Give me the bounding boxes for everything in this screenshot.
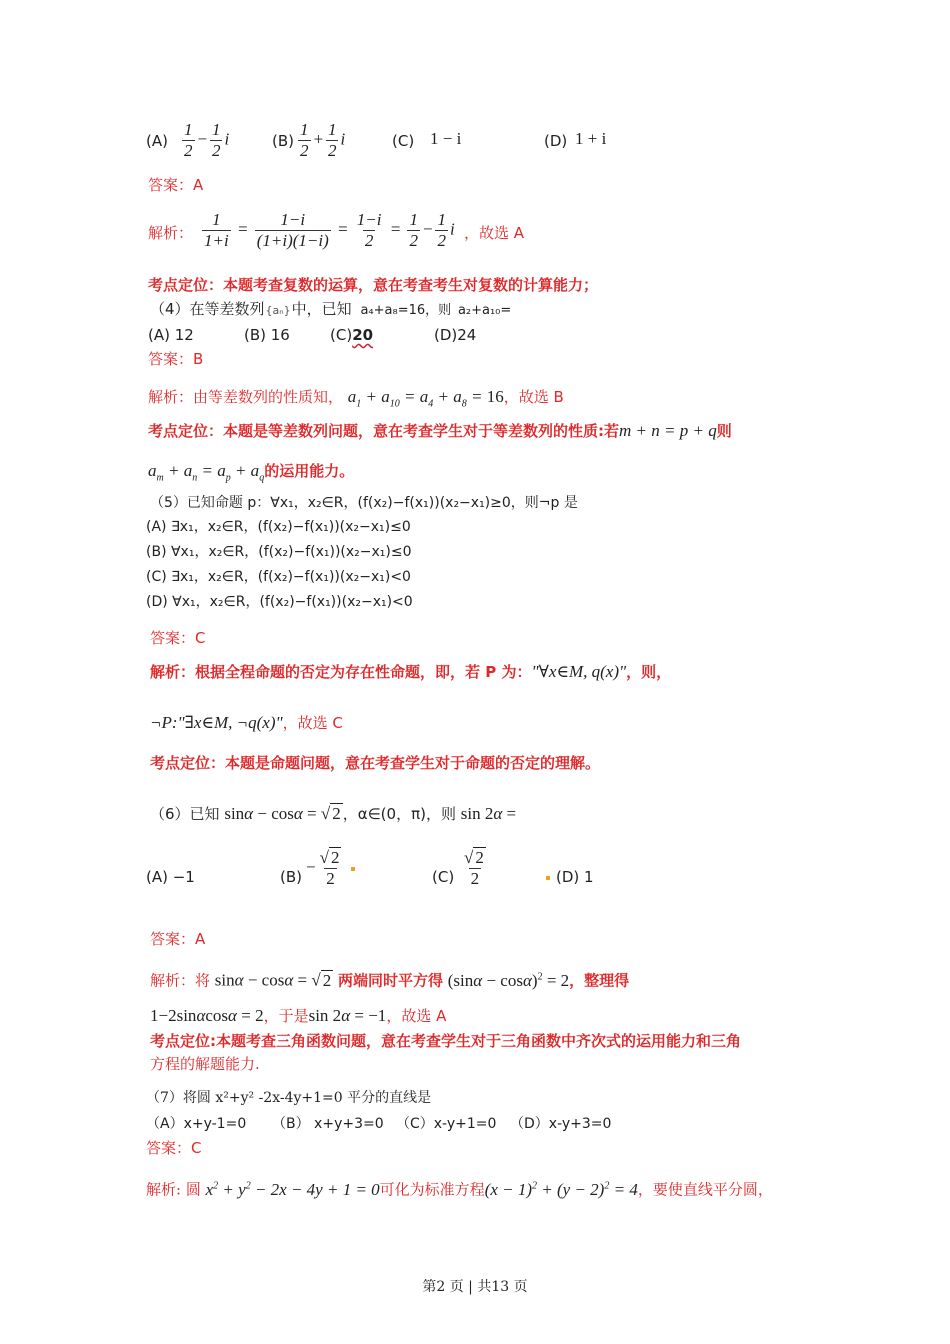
q7-analysis-std: $(x - 1)^2 + (y - 2)^2 = 4$ — [484, 1179, 638, 1199]
q3-opt-b-label: (B) — [272, 132, 294, 150]
page-footer: 第2 页 | 共13 页 — [422, 1279, 528, 1295]
q5-analysis-line1: 解析：根据全程命题的否定为存在性命题，即，若 P 为："∀x∈M, q(x)"，则， — [150, 662, 672, 681]
q4-point-line2: $a_m + a_n = a_p + a_q$的运用能力。 — [148, 461, 355, 484]
q4-answer: 答案：B — [148, 350, 204, 368]
q6-analysis-sq: $(\sin\alpha - \cos\alpha)^2 = 2$ — [447, 970, 570, 990]
q4-opt-b: (B) 16 — [244, 326, 290, 344]
q5-opt-d: (D) ∀x₁，x₂∈R，(f(x₂)−f(x₁))(x₂−x₁)<0 — [146, 594, 413, 610]
q4-opt-d: (D)24 — [434, 326, 477, 344]
q5-answer: 答案：C — [150, 629, 206, 647]
q4-point-formula: $a_m + a_n = a_p + a_q$ — [148, 461, 265, 484]
q4-stem-mid: 中，已知 — [291, 300, 352, 318]
q6-analysis-line1: 解析：将 sinα − cosα = √ 2 两端同时平方得 $(\sin\alpha - \cos\alpha)^2 = 2$，整理得 — [150, 970, 630, 990]
q4-opt-c: (C)20 — [330, 326, 374, 344]
q4-opt-a: (A) 12 — [148, 326, 194, 344]
q3-opt-a-label: (A) — [146, 132, 168, 150]
q6-analysis-eq: sinα − cosα = √ 2 — [214, 970, 332, 990]
q5-opt-c: (C) ∃x₁，x₂∈R，(f(x₂)−f(x₁))(x₂−x₁)<0 — [146, 569, 411, 585]
q3-opt-a-expr: $\frac{1}{2}$ − $\frac{1}{2}$ i — [184, 120, 230, 160]
q4-stem-given: a₄+a₈=16，则 — [360, 303, 452, 318]
q3-answer: 答案：A — [148, 176, 204, 194]
q7-opt-c: （C）x-y+1=0 — [396, 1116, 497, 1132]
q4-analysis — [148, 386, 564, 415]
q3-analysis-expr: $\frac{1}{1+i}$ = $\frac{1-i}{(1+i)(1-i)}$ = $\frac{1-i}{2}$ = $\frac{1}{2}$ − $\frac{1}{2}$ i — [204, 210, 455, 250]
q7-stem: （7）将圆 x²+y² -2x-4y+1=0 平分的直线是 — [146, 1090, 432, 1106]
q3-opt-d-label: (D) — [544, 132, 568, 150]
q4-analysis-expr: $a_1 + a_{10} = a_4 + a_8 = 16$ — [347, 387, 504, 410]
q7-opt-a: （A）x+y-1=0 — [146, 1116, 247, 1132]
q6-options — [146, 848, 646, 904]
q3-point: 考点定位：本题考查复数的运算，意在考查考生对复数的计算能力； — [148, 276, 599, 294]
q3-opt-b-expr: $\frac{1}{2}$ + $\frac{1}{2}$ i — [300, 120, 346, 160]
q4-analysis-tail: ，故选 B — [503, 388, 564, 406]
q3-analysis-tail: ，故选 A — [464, 224, 525, 242]
q7-analysis-eq: $x^2 + y^2 - 2x - 4y + 1 = 0$ — [205, 1179, 380, 1199]
q5-opt-b: (B) ∀x₁，x₂∈R，(f(x₂)−f(x₁))(x₂−x₁)≤0 — [146, 544, 412, 560]
q6-opt-a: (A) −1 — [146, 868, 195, 886]
q6-opt-c-label: (C) — [432, 868, 455, 886]
q6-opt-c-expr: $\frac{√ 2}{2}$ — [464, 848, 484, 888]
q3-opt-d-value: 1 + i — [575, 129, 607, 148]
q4-stem — [150, 298, 511, 322]
q7-opt-b: （B） x+y+3=0 — [272, 1116, 384, 1132]
q6-analysis-eq2: 1−2sinαcosα = 2 — [150, 1006, 264, 1025]
q6-stem-ask: sin 2α = — [460, 804, 517, 823]
q3-analysis-label: 解析： — [148, 224, 194, 242]
q6-stem-eq: sinα − cosα = √ 2 — [224, 804, 341, 823]
q5-opt-a: (A) ∃x₁，x₂∈R，(f(x₂)−f(x₁))(x₂−x₁)≤0 — [146, 519, 411, 535]
q6-point-line1: 考点定位:本题考查三角函数问题，意在考查学生对于三角函数中齐次式的运用能力和三角 — [150, 1032, 742, 1050]
q7-analysis: 解析: 圆 $x^2 + y^2 - 2x - 4y + 1 = 0$可化为标准方程$(x - 1)^2 + (y - 2)^2 = 4$，要使直线平分圆， — [146, 1179, 773, 1199]
q6-stem: （6）已知 sinα − cosα = √ 2 ，α∈(0，π)，则 sin 2α = — [150, 804, 517, 823]
q6-point-line2: 方程的解题能力. — [150, 1055, 260, 1073]
q6-analysis-line2: 1−2sinαcosα = 2，于是sin 2α = −1，故选 A — [150, 1006, 447, 1025]
q6-opt-d: (D) 1 — [540, 866, 594, 888]
q4-stem-ask: a₂+a₁₀= — [457, 303, 512, 318]
q3-opt-c-label: (C) — [392, 132, 415, 150]
q4-point-cond: m + n = p + q — [619, 421, 717, 440]
q5-analysis-line2: ¬P:"∃x∈M, ¬q(x)"，故选 C — [150, 713, 343, 732]
q4-point-line1: 考点定位：本题是等差数列问题，意在考查学生对于等差数列的性质:若m + n = p + q则 — [148, 421, 732, 440]
q4-stem-prefix: （4）在等差数列 — [150, 300, 265, 318]
q7-opt-d: （D）x-y+3=0 — [510, 1116, 612, 1132]
q6-opt-b-label: (B) — [280, 868, 302, 886]
q4-analysis-prefix: 解析：由等差数列的性质知， — [148, 388, 344, 406]
q3-opt-c-value: 1 − i — [430, 129, 462, 148]
q4-seq-symbol: {aₙ} — [265, 304, 291, 317]
q6-opt-b-expr: − $\frac{√ 2}{2}$ — [306, 848, 361, 889]
q5-point: 考点定位：本题是命题问题，意在考查学生对于命题的否定的理解。 — [150, 754, 601, 772]
q6-answer: 答案：A — [150, 930, 206, 948]
q7-answer: 答案：C — [146, 1139, 202, 1157]
q5-stem: （5）已知命题 p：∀x₁，x₂∈R，(f(x₂)−f(x₁))(x₂−x₁)≥0，则¬p 是 — [150, 495, 578, 511]
q6-analysis-res: sin 2α = −1 — [308, 1006, 387, 1025]
